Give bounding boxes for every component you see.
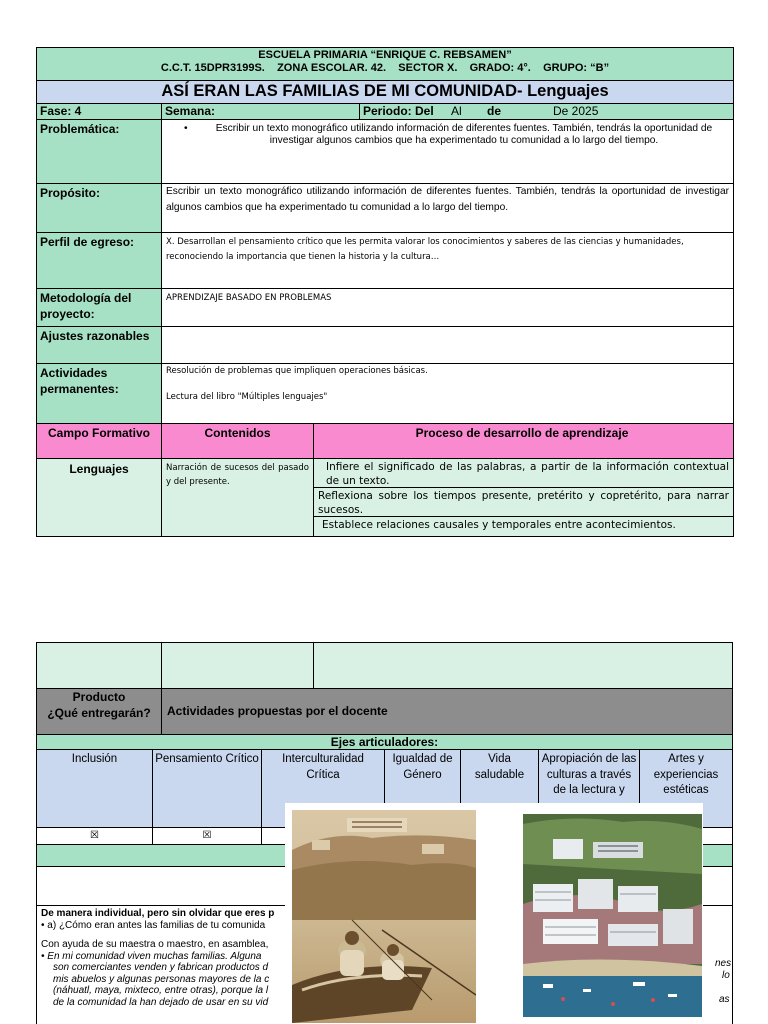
- bullet-icon: •: [184, 123, 188, 134]
- campo-value: Lenguajes: [37, 459, 162, 537]
- perfil-text: X. Desarrollan el pensamiento crítico que les permita valorar los conocimientos y saberes de las ciencias y humanidades, reconociendo la importancia que tienen la historia y la cultura…: [162, 233, 734, 289]
- proposito-text: Escribir un texto monográfico utilizando información de diferentes fuentes. También, tendrás la oportunidad de investigar algunos cambios que ha experimentado tu comunidad a lo largo del tiempo.: [162, 184, 734, 233]
- pda-cell: [314, 459, 734, 537]
- problematica-text: Escribir un texto monográfico utilizando información de diferentes fuentes. También, tendrás la oportunidad de investigar algunos cambios que ha experimentado tu comunidad a lo largo del tiempo.: [215, 123, 713, 146]
- eje-vida-saludable: Vida saludable: [474, 753, 525, 781]
- periodo-al: Al: [451, 104, 462, 118]
- problematica-label: Problemática:: [37, 120, 162, 184]
- metodologia-text: APRENDIZAJE BASADO EN PROBLEMAS: [162, 289, 734, 327]
- problematica-cell: [162, 120, 734, 184]
- school-cct-line: C.C.T. 15DPR3199S. ZONA ESCOLAR. 42. SECTOR X. GRADO: 4°. GRUPO: “B”: [160, 62, 610, 74]
- text-line-7: (náhuatl, maya, mixteco, entre otras), porque la l: [53, 985, 269, 996]
- campo-formativo-header: Campo Formativo: [37, 424, 162, 459]
- modern-bay-photo: [523, 814, 702, 1017]
- eje-pensamiento-critico: Pensamiento Crítico: [155, 753, 259, 765]
- eje-igualdad-genero: Igualdad de Género: [392, 753, 453, 781]
- semana-cell: Semana:: [162, 104, 360, 120]
- pda-item-2: Reflexiona sobre los tiempos presente, pretérito y copretérito, para narrar sucesos.: [314, 488, 733, 517]
- text-line-3: Con ayuda de su maestra o maestro, en asamblea,: [41, 939, 269, 950]
- proposito-label: Propósito:: [37, 184, 162, 233]
- right-fragment-3: as: [719, 994, 730, 1005]
- planning-table: [36, 47, 734, 537]
- fase-cell: Fase: 4: [37, 104, 162, 120]
- periodo-de: de: [487, 104, 502, 118]
- text-line-4: • En mi comunidad viven muchas familias. Alguna: [41, 950, 262, 962]
- pda-header: Proceso de desarrollo de aprendizaje: [314, 424, 734, 459]
- actividades-text-2: Lectura del libro "Múltiples lenguajes": [166, 392, 328, 402]
- project-title: ASÍ ERAN LAS FAMILIAS DE MI COMUNIDAD- Lenguajes: [37, 81, 734, 104]
- producto-label: Producto ¿Qué entregarán?: [47, 690, 151, 720]
- actividades-label: Actividades permanentes:: [37, 364, 162, 424]
- producto-row: [36, 688, 733, 735]
- actividades-cell: [162, 364, 734, 424]
- right-fragment-1: nes: [715, 958, 732, 969]
- text-line-1: De manera individual, pero sin olvidar que eres p: [41, 908, 275, 919]
- eje-inclusion: Inclusión: [71, 753, 118, 765]
- text-line-8: de la comunidad la han dejado de usar en su vid: [53, 996, 269, 1008]
- lower-empty-row: [36, 642, 733, 689]
- contenido-text: Narración de sucesos del pasado y del presente.: [162, 459, 314, 537]
- ajustes-label: Ajustes razonables: [37, 327, 162, 364]
- perfil-label: Perfil de egreso:: [37, 233, 162, 289]
- photos-panel: [285, 803, 703, 1024]
- ejes-title: Ejes articuladores:: [36, 734, 733, 750]
- eje-artes: Artes y experiencias estéticas: [653, 753, 719, 796]
- school-name: ESCUELA PRIMARIA “ENRIQUE C. REBSAMEN”: [258, 49, 512, 61]
- periodo-cell: [360, 104, 734, 120]
- right-fragment-2: lo: [722, 970, 730, 981]
- pda-item-3: Establece relaciones causales y temporales entre acontecimientos.: [322, 519, 676, 531]
- actividades-text-1: Resolución de problemas que impliquen operaciones básicas.: [166, 366, 428, 376]
- checkbox-inclusion[interactable]: ☒: [90, 830, 99, 841]
- eje-apropiacion-culturas: Apropiación de las culturas a través de la lectura y: [541, 753, 637, 796]
- contenidos-header: Contenidos: [162, 424, 314, 459]
- actividades-docente-label: Actividades propuestas por el docente: [167, 704, 388, 718]
- periodo-label: Periodo: Del: [363, 104, 434, 118]
- checkbox-pensamiento-critico[interactable]: ☒: [202, 830, 212, 841]
- text-line-2: • a) ¿Cómo eran antes las familias de tu comunida: [41, 919, 266, 931]
- pda-item-1: Infiere el significado de las palabras, a partir de la información contextual de un texto.: [314, 459, 733, 488]
- text-line-5: son comerciantes venden y fabrican productos d: [53, 962, 269, 973]
- school-header: [37, 48, 734, 81]
- metodologia-label: Metodología del proyecto:: [37, 289, 162, 327]
- text-line-6: mis abuelos y algunas personas mayores de la c: [53, 973, 270, 985]
- eje-interculturalidad: Interculturalidad Crítica: [282, 753, 364, 781]
- periodo-year: De 2025: [553, 104, 599, 118]
- ajustes-cell: [162, 327, 734, 364]
- old-bay-photo: [292, 810, 476, 1023]
